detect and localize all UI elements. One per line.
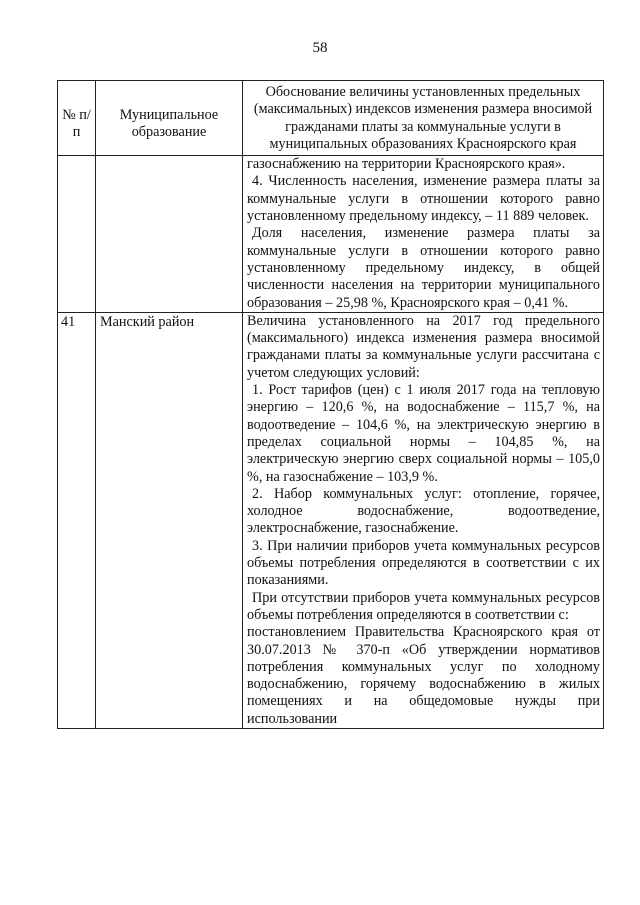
header-justification-cell	[243, 81, 604, 156]
row-num	[58, 156, 96, 313]
page-number: 58	[312, 40, 328, 56]
header-num: № п/п	[62, 106, 91, 141]
row-num: 41	[58, 312, 96, 728]
row-justification	[243, 156, 604, 313]
row-justification	[243, 312, 604, 728]
paragraph: 2. Набор коммунальных услуг: отопление, горячее, холодное водоснабжение, водоотведение, электроснабжение, газоснабжение.	[247, 485, 600, 537]
header-justification: Обоснование величины установленных предельных (максимальных) индексов изменения размера вносимой гражданами платы за коммунальные услуги в муниципальных образованиях Красноярского края	[253, 84, 593, 152]
header-num-cell	[58, 81, 96, 156]
paragraph: 4. Численность населения, изменение размера платы за коммунальные услуги в отношении которого равно установленному предельному индексу, – 11 889 человек.	[247, 173, 600, 225]
paragraph: 1. Рост тарифов (цен) с 1 июля 2017 года на тепловую энергию – 120,6 %, на водоснабжение – 115,7 %, на водоотведение – 104,6 %, на электрическую энергию в пределах социальной нормы – 104,85 %, на электрическую энергию сверх социальной нормы – 105,0 %, на газоснабжение – 103,9 %.	[247, 382, 600, 485]
paragraph: При отсутствии приборов учета коммунальных ресурсов объемы потребления определяются в соответствии с:	[247, 589, 600, 623]
row-municipality: Манский район	[96, 312, 243, 728]
header-municipality: Муниципальное образование	[119, 106, 219, 141]
indices-table	[57, 80, 604, 729]
paragraph: Величина установленного на 2017 год предельного (максимального) индекса изменения размера вносимой гражданами платы за коммунальные услуги рассчитана с учетом следующих условий:	[247, 312, 600, 381]
row-municipality	[96, 156, 243, 313]
table-row	[58, 312, 604, 728]
paragraph: Доля населения, изменение размера платы за коммунальные услуги в отношении которого равно установленному предельному индексу, в общей численности населения на территории муниципального образования – 25,98 %, Красноярского края – 0,41 %.	[247, 225, 600, 311]
table-header-row	[58, 81, 604, 156]
header-municipality-cell	[96, 81, 243, 156]
paragraph: постановлением Правительства Красноярского края от 30.07.2013 № 370-п «Об утверждении нормативов потребления коммунальных услуг по холодному водоснабжению, горячему водоснабжению в жилых помещениях и на общедомовые нужды при использовании	[247, 624, 600, 727]
table-row	[58, 156, 604, 313]
paragraph: 3. При наличии приборов учета коммунальных ресурсов объемы потребления определяются в соответствии с их показаниями.	[247, 537, 600, 589]
paragraph: газоснабжению на территории Красноярского края».	[247, 156, 566, 173]
